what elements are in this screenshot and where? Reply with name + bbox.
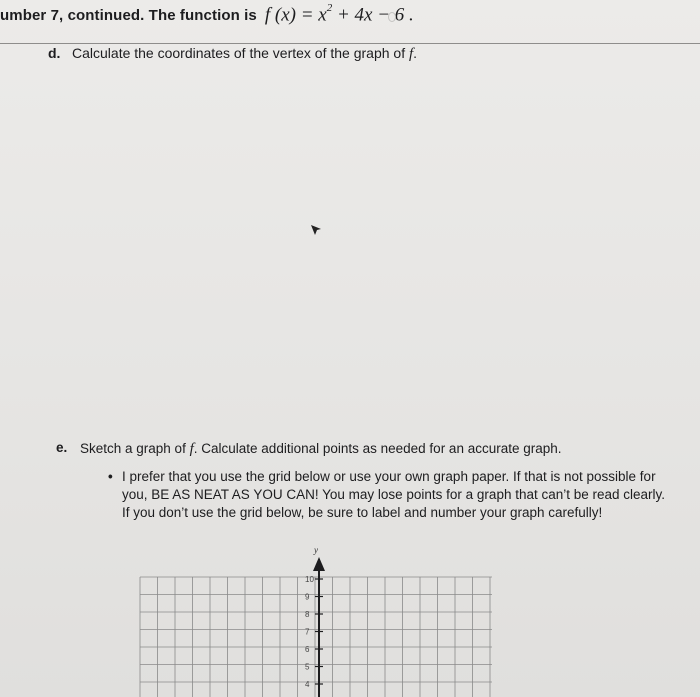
arrow-cursor-icon <box>309 223 323 237</box>
instruction-bullet <box>108 468 668 522</box>
worksheet-header <box>0 4 700 34</box>
part-d-text: Calculate the coordinates of the vertex of the graph of <box>72 45 406 61</box>
instruction-lines <box>122 468 668 522</box>
formula-exponent: 2 <box>326 2 333 14</box>
instruction-line-2: you, BE AS NEAT AS YOU CAN! You may lose points for a graph that can’t be read clearly. <box>122 487 666 502</box>
formula-rest: + 4x − 6 . <box>332 4 414 26</box>
bullet-icon: • <box>108 469 113 484</box>
part-e-rest: . Calculate additional points as needed for an accurate graph. <box>193 441 562 456</box>
part-e-text: Sketch a graph of <box>80 441 186 456</box>
y-tick-label: 6 <box>305 645 310 654</box>
y-tick-label: 8 <box>305 610 310 619</box>
y-ticks <box>305 575 323 689</box>
y-tick-label: 4 <box>305 680 310 689</box>
y-tick-label: 9 <box>305 592 310 602</box>
header-text: umber 7, continued. The function is <box>0 7 257 25</box>
header-divider <box>0 43 700 44</box>
y-tick-label: 10 <box>305 575 314 584</box>
faint-mark-icon <box>388 12 396 22</box>
y-axis-label: y <box>314 545 318 555</box>
part-d-question <box>72 45 417 63</box>
part-e-question <box>80 441 562 458</box>
part-d-function: f <box>409 46 414 62</box>
grid-lines <box>140 577 492 697</box>
instruction-line-1: I prefer that you use the grid below or use your own graph paper. If that is not possible for <box>122 469 656 484</box>
y-axis-arrow-icon <box>313 557 325 571</box>
formula-fx: f (x) = x <box>264 4 327 26</box>
y-tick-label: 5 <box>305 662 310 672</box>
graph-grid[interactable] <box>136 545 496 697</box>
part-d-label: d. <box>48 45 61 61</box>
part-e-label: e. <box>56 440 68 455</box>
y-tick-label: 7 <box>305 627 310 637</box>
instruction-line-3: If you don’t use the grid below, be sure to label and number your graph carefully! <box>122 505 603 520</box>
part-e-function: f <box>189 441 194 457</box>
part-d-period: . <box>413 45 418 61</box>
